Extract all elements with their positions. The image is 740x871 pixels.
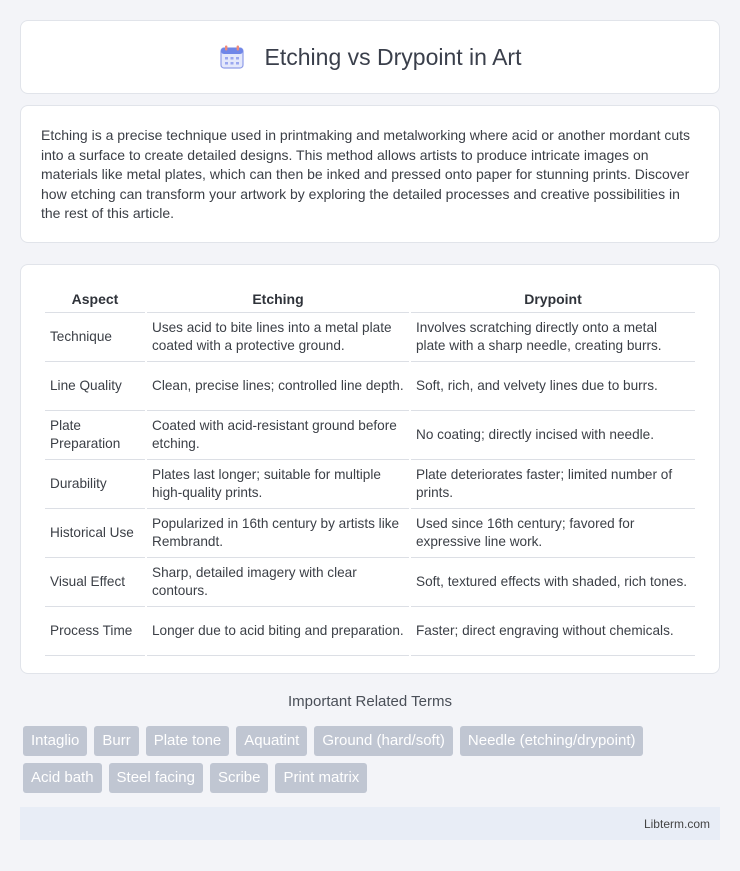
table-row [45, 362, 695, 411]
header-card [20, 20, 720, 94]
table-header-row [45, 285, 695, 313]
etching-cell: Clean, precise lines; controlled line depth. [147, 362, 409, 411]
header-drypoint: Drypoint [411, 285, 695, 313]
aspect-cell: Line Quality [45, 362, 145, 411]
tag-burr[interactable]: Burr [94, 726, 138, 756]
aspect-cell: Visual Effect [45, 558, 145, 607]
related-terms-tags [23, 726, 723, 800]
intro-text: Etching is a precise technique used in printmaking and metalworking where acid or another mordant cuts into a surface to create detailed designs. This method allows artists to produce intricate images on materials like metal plates, which can then be inked and pressed onto paper for stunning prints. Discover how etching can transform your artwork by exploring the detailed processes and creative possibilities in the rest of this article. [41, 127, 691, 222]
comparison-table [43, 285, 697, 656]
drypoint-cell: No coating; directly incised with needle. [411, 411, 695, 460]
tag-plate-tone[interactable]: Plate tone [146, 726, 230, 756]
aspect-cell: Technique [45, 313, 145, 362]
drypoint-cell: Soft, rich, and velvety lines due to burrs. [411, 362, 695, 411]
aspect-cell: Plate Preparation [45, 411, 145, 460]
drypoint-cell: Plate deteriorates faster; limited number of prints. [411, 460, 695, 509]
table-row [45, 558, 695, 607]
aspect-cell: Process Time [45, 607, 145, 656]
header-etching: Etching [147, 285, 409, 313]
header-aspect: Aspect [45, 285, 145, 313]
aspect-cell: Historical Use [45, 509, 145, 558]
tag-intaglio[interactable]: Intaglio [23, 726, 87, 756]
etching-cell: Popularized in 16th century by artists like Rembrandt. [147, 509, 409, 558]
tag-row [23, 763, 723, 793]
table-row [45, 607, 695, 656]
etching-cell: Uses acid to bite lines into a metal plate coated with a protective ground. [147, 313, 409, 362]
etching-cell: Coated with acid-resistant ground before etching. [147, 411, 409, 460]
etching-cell: Sharp, detailed imagery with clear contours. [147, 558, 409, 607]
tag-aquatint[interactable]: Aquatint [236, 726, 307, 756]
table-row [45, 411, 695, 460]
intro-card [20, 105, 720, 243]
related-terms-title: Important Related Terms [288, 693, 452, 710]
table-row [45, 460, 695, 509]
drypoint-cell: Used since 16th century; favored for expressive line work. [411, 509, 695, 558]
etching-cell: Plates last longer; suitable for multiple high-quality prints. [147, 460, 409, 509]
page-title: Etching vs Drypoint in Art [264, 43, 522, 70]
tag-needle[interactable]: Needle (etching/drypoint) [460, 726, 644, 756]
table-row [45, 509, 695, 558]
calendar-icon [219, 44, 245, 70]
tag-row [23, 726, 723, 756]
etching-cell: Longer due to acid biting and preparation. [147, 607, 409, 656]
aspect-cell: Durability [45, 460, 145, 509]
drypoint-cell: Faster; direct engraving without chemicals. [411, 607, 695, 656]
drypoint-cell: Involves scratching directly onto a metal plate with a sharp needle, creating burrs. [411, 313, 695, 362]
footer-site-link[interactable]: Libterm.com [643, 816, 710, 831]
tag-scribe[interactable]: Scribe [210, 763, 269, 793]
footer [20, 807, 720, 840]
comparison-table-card [20, 264, 720, 674]
tag-print-matrix[interactable]: Print matrix [275, 763, 367, 793]
tag-steel-facing[interactable]: Steel facing [109, 763, 203, 793]
tag-ground[interactable]: Ground (hard/soft) [314, 726, 453, 756]
tag-acid-bath[interactable]: Acid bath [23, 763, 102, 793]
drypoint-cell: Soft, textured effects with shaded, rich tones. [411, 558, 695, 607]
table-row [45, 313, 695, 362]
